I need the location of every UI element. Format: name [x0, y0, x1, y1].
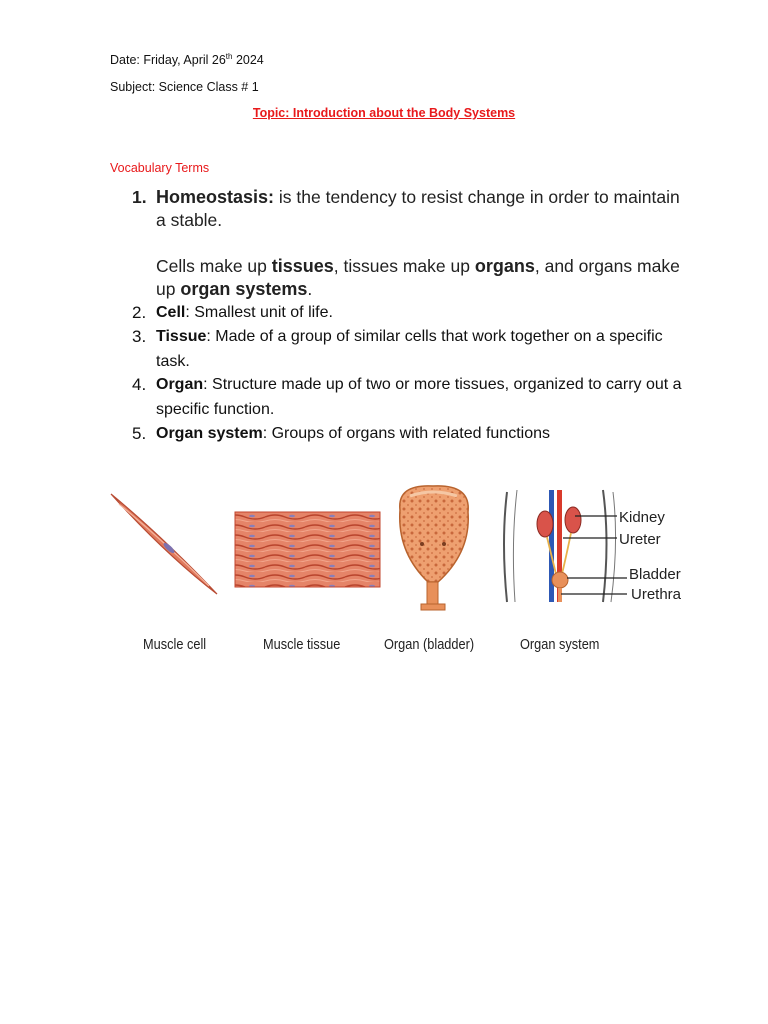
- label-bladder: Bladder: [629, 566, 681, 583]
- muscle-tissue-image: [235, 512, 380, 587]
- vocab-item-cell: [132, 300, 692, 325]
- subject-line: Subject: Science Class # 1: [110, 80, 259, 94]
- vocab-item-organ: [132, 372, 692, 422]
- vocab-item-tissue: [132, 324, 692, 374]
- muscle-cell-image: [111, 494, 217, 594]
- term: Tissue: [156, 328, 207, 345]
- body-levels-figure: [105, 482, 685, 662]
- definition: : Smallest unit of life.: [185, 304, 333, 321]
- item-number: 1.: [132, 187, 147, 207]
- caption-muscle-tissue: Muscle tissue: [263, 637, 341, 653]
- definition: : Structure made up of two or more tissues, organized to carry out a specific function.: [156, 376, 682, 418]
- hierarchy-sentence: Cells make up tissues, tissues make up organs, and organs make up organ systems.: [156, 256, 680, 299]
- topic-title: Topic: Introduction about the Body Systems: [252, 106, 516, 120]
- caption-organ-bladder: Organ (bladder): [384, 637, 475, 653]
- term: Homeostasis:: [156, 187, 275, 207]
- definition: is the tendency to resist change in order to maintain a stable.: [156, 187, 680, 230]
- vocab-item-homeostasis: [132, 186, 692, 301]
- item-number: 2.: [132, 303, 147, 322]
- term: Organ: [156, 376, 204, 393]
- item-number: 5.: [132, 424, 147, 443]
- definition: : Groups of organs with related functions: [262, 425, 550, 442]
- item-number: 3.: [132, 327, 147, 346]
- label-urethra: Urethra: [631, 586, 682, 603]
- caption-muscle-cell: Muscle cell: [143, 637, 207, 653]
- vocab-item-organ-system: [132, 421, 692, 446]
- term: Organ system: [156, 425, 263, 442]
- bladder-image: [400, 486, 469, 610]
- item-number: 4.: [132, 375, 147, 394]
- date-line: Date: Friday, April 26th 2024: [110, 52, 264, 68]
- label-kidney: Kidney: [619, 509, 665, 526]
- vocabulary-heading: Vocabulary Terms: [110, 161, 210, 175]
- definition: : Made of a group of similar cells that work together on a specific task.: [156, 328, 663, 370]
- label-ureter: Ureter: [619, 531, 661, 548]
- caption-organ-system: Organ system: [520, 637, 600, 653]
- urinary-system-image: [504, 490, 682, 603]
- term: Cell: [156, 304, 186, 321]
